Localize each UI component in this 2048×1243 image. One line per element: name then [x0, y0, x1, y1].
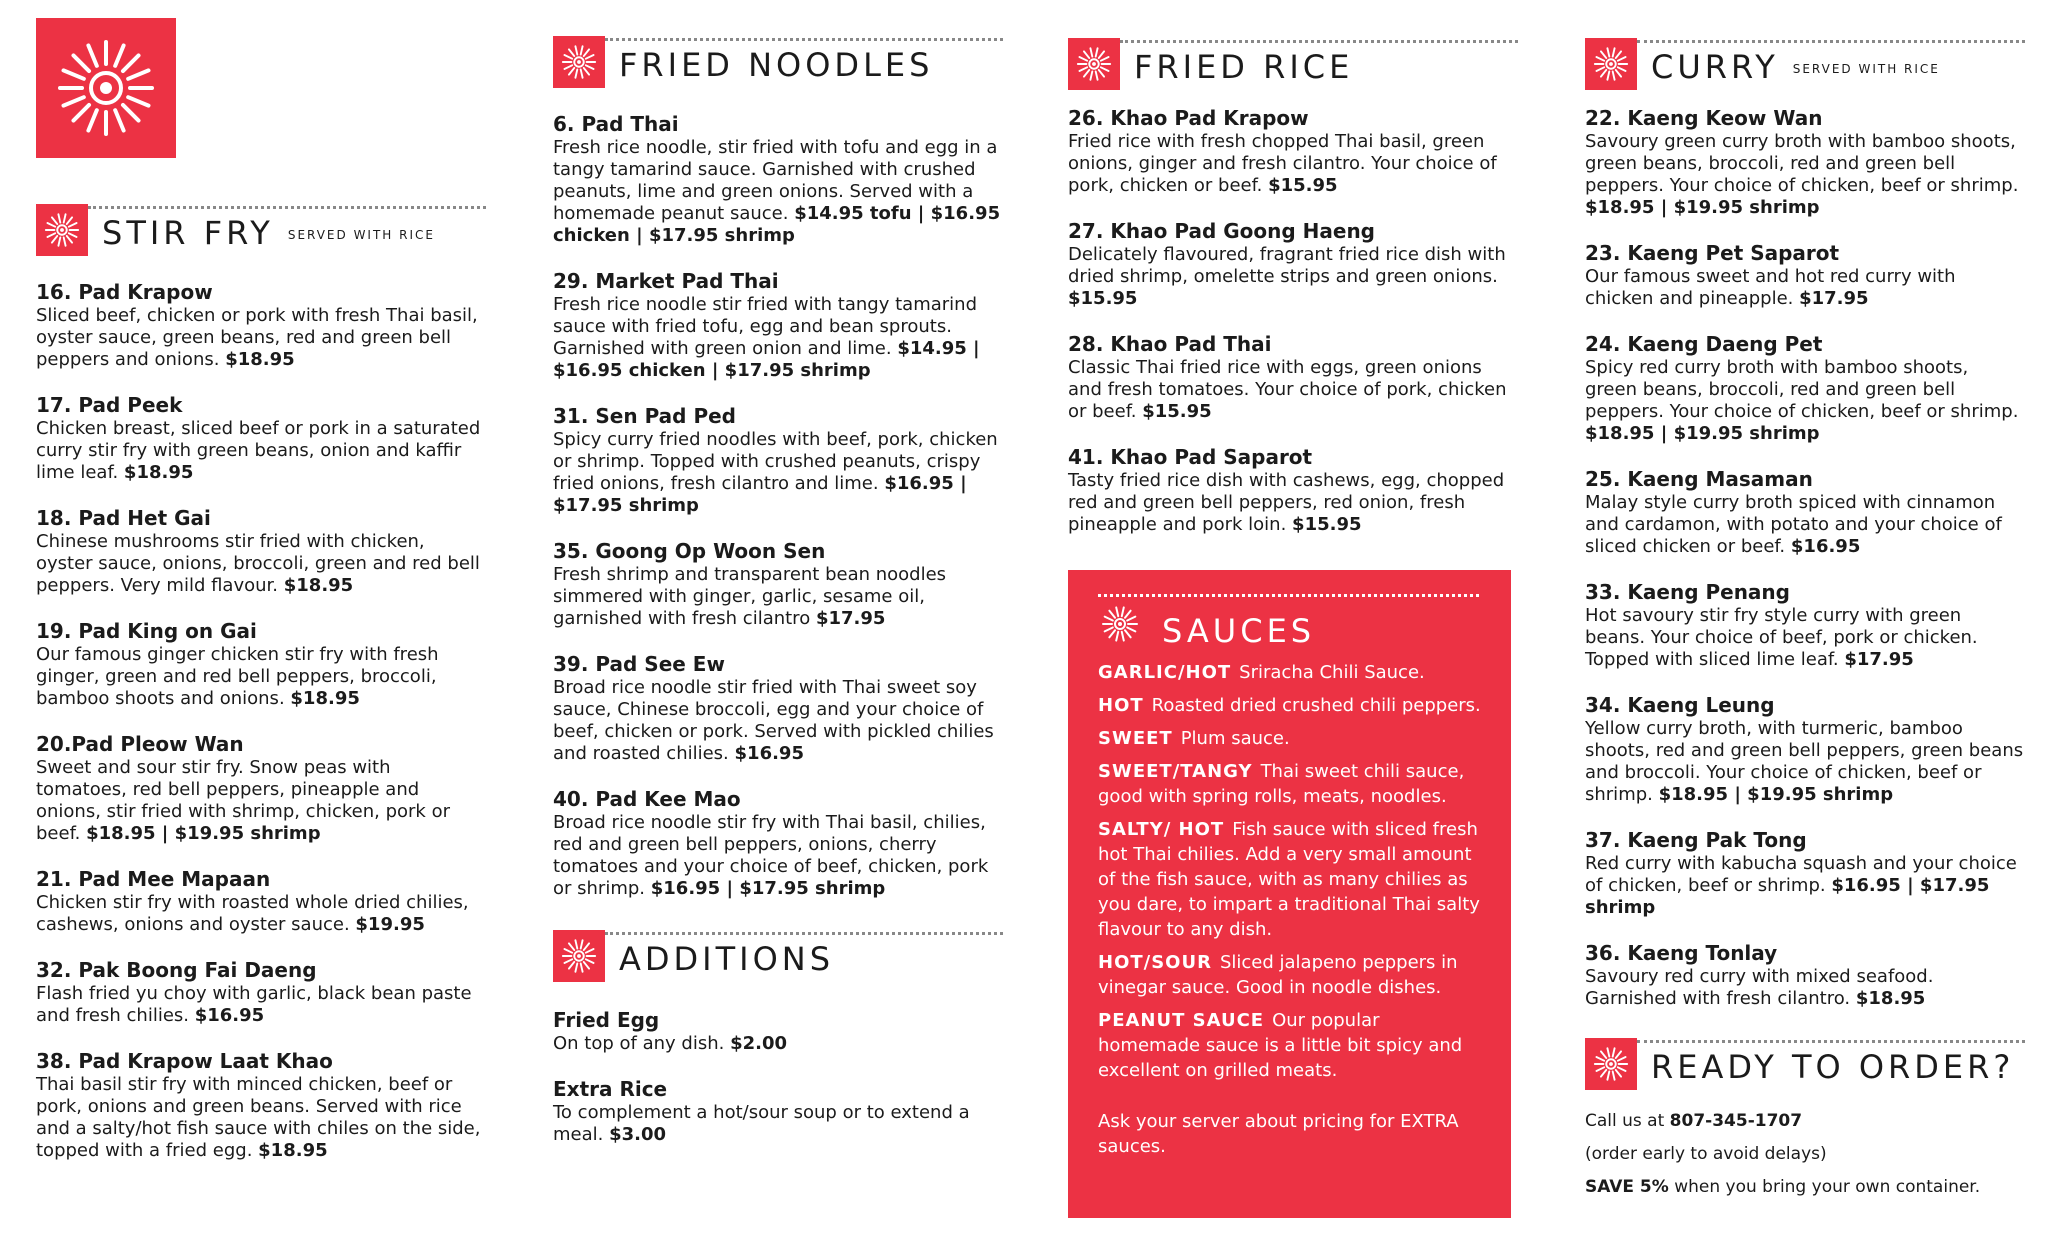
section-title: STIR FRY SERVED WITH RICE	[102, 214, 435, 252]
item-price: $18.95 | $19.95 shrimp	[1658, 784, 1894, 805]
fried-rice-header	[1068, 38, 1518, 92]
item-description: Chinese mushrooms stir fried with chicken, oyster sauce, onions, broccoli, green and red bell peppers. Very mild flavour. $18.95	[36, 531, 480, 596]
item-name: 37. Kaeng Pak Tong	[1585, 828, 1807, 852]
sauces-list	[1098, 660, 1481, 1083]
item-description: Fresh rice noodle stir fried with tangy tamarind sauce with fried tofu, egg and bean sprouts. Garnished with green onion and lime. $14.95 | $16.95 chicken | $17.95 shrimp	[553, 294, 980, 381]
menu-item	[36, 280, 486, 371]
divider	[1098, 594, 1479, 597]
sauce-label: GARLIC/HOT	[1098, 662, 1232, 683]
item-description: Broad rice noodle stir fry with Thai basil, chilies, red and green bell peppers, onions, cherry tomatoes and your choice of beef, chicken, pork or shrimp. $16.95 | $17.95 shrimp	[553, 812, 989, 899]
item-description: Spicy red curry broth with bamboo shoots, green beans, broccoli, red and green bell peppers. Your choice of chicken, beef or shrimp. $18.95 | $19.95 shrimp	[1585, 357, 2019, 444]
divider	[1120, 40, 1518, 43]
item-description: Broad rice noodle stir fried with Thai sweet soy sauce, Chinese broccoli, egg and your choice of beef, chicken or pork. Served with pickled chilies and roasted chilies. $16.95	[553, 677, 994, 764]
item-description: Fresh shrimp and transparent bean noodles simmered with ginger, garlic, sesame oil, garnished with fresh cilantro $17.95	[553, 564, 947, 629]
item-description: Thai basil stir fry with minced chicken, beef or pork, onions and green beans. Served with rice and a salty/hot fish sauce with chiles on the side, topped with a fried egg. $18.95	[36, 1074, 481, 1161]
item-description: Fried rice with fresh chopped Thai basil, green onions, ginger and fresh cilantro. Your choice of pork, chicken or beef. $15.95	[1068, 131, 1497, 196]
item-name: 39. Pad See Ew	[553, 652, 725, 676]
sauce-description: Fish sauce with sliced fresh hot Thai chilies. Add a very small amount of the fish sauce, with as many chilies as you dare, to impart a traditional Thai salty flavour to any dish.	[1098, 819, 1480, 940]
sun-burst-icon	[1068, 38, 1120, 90]
item-price: $18.95 | $19.95 shrimp	[86, 823, 321, 844]
item-price: $17.95	[815, 608, 886, 629]
item-name: 35. Goong Op Woon Sen	[553, 539, 826, 563]
item-name: 25. Kaeng Masaman	[1585, 467, 1813, 491]
section-subtitle: SERVED WITH RICE	[1792, 62, 1940, 76]
sauce-item	[1098, 1008, 1481, 1083]
item-name: 19. Pad King on Gai	[36, 619, 257, 643]
sauce-item	[1098, 759, 1481, 809]
menu-item	[553, 269, 1003, 382]
sauces-note: Ask your server about pricing for EXTRA sauces.	[1098, 1111, 1459, 1157]
item-price: $17.95	[1799, 288, 1869, 309]
menu-item	[553, 1008, 1003, 1055]
stir-fry-list	[36, 280, 486, 1162]
item-name: 16. Pad Krapow	[36, 280, 213, 304]
item-description: Tasty fried rice dish with cashews, egg, chopped red and green bell peppers, red onion, fresh pineapple and pork loin. $15.95	[1068, 470, 1505, 535]
item-price: $18.95	[258, 1140, 328, 1161]
item-description: Delicately flavoured, fragrant fried rice dish with dried shrimp, omelette strips and green onions. $15.95	[1068, 244, 1506, 309]
item-price: $19.95	[355, 914, 425, 935]
sun-burst-icon	[1585, 38, 1637, 90]
item-price: $16.95 | $17.95 shrimp	[1585, 875, 1990, 918]
item-name: 23. Kaeng Pet Saparot	[1585, 241, 1840, 265]
section-title: ADDITIONS	[619, 940, 835, 978]
sun-burst-icon	[1585, 1038, 1637, 1090]
item-description: Sweet and sour stir fry. Snow peas with tomatoes, red bell peppers, pineapple and onions, stir fried with shrimp, chicken, pork or beef. $18.95 | $19.95 shrimp	[36, 757, 450, 844]
item-description: Malay style curry broth spiced with cinnamon and cardamon, with potato and your choice of sliced chicken or beef. $16.95	[1585, 492, 2002, 557]
item-name: 28. Khao Pad Thai	[1068, 332, 1272, 356]
item-price: $15.95	[1068, 288, 1138, 309]
sun-burst-icon	[50, 32, 162, 144]
item-name: 27. Khao Pad Goong Haeng	[1068, 219, 1375, 243]
item-name: 41. Khao Pad Saparot	[1068, 445, 1313, 469]
item-name: 38. Pad Krapow Laat Khao	[36, 1049, 333, 1073]
item-description: Yellow curry broth, with turmeric, bamboo shoots, red and green bell peppers, green beans and broccoli. Your choice of chicken, beef or shrimp. $18.95 | $19.95 shrimp	[1585, 718, 2024, 805]
sauce-item	[1098, 660, 1481, 685]
menu-item	[36, 619, 486, 710]
item-price: $18.95 | $19.95 shrimp	[1585, 423, 1820, 444]
item-price: $16.95	[734, 743, 804, 764]
sauce-description: Sriracha Chili Sauce.	[1239, 662, 1425, 683]
section-title: CURRY SERVED WITH RICE	[1651, 48, 1940, 86]
item-price: $17.95	[1844, 649, 1914, 670]
item-price: $18.95	[1855, 988, 1926, 1009]
phone-number[interactable]: 807-345-1707	[1669, 1111, 1803, 1131]
item-price: $18.95	[123, 462, 194, 483]
divider	[605, 38, 1003, 41]
item-price: $15.95	[1142, 401, 1212, 422]
sauce-description: Our popular homemade sauce is a little bit spicy and excellent on grilled meats.	[1098, 1010, 1463, 1081]
item-description: To complement a hot/sour soup or to extend a meal. $3.00	[553, 1102, 970, 1145]
item-price: $16.95	[194, 1005, 265, 1026]
item-price: $16.95	[1790, 536, 1861, 557]
sauce-label: HOT/SOUR	[1098, 952, 1212, 973]
section-title: FRIED RICE	[1134, 48, 1354, 86]
item-description: Our famous sweet and hot red curry with chicken and pineapple. $17.95	[1585, 266, 1956, 309]
menu-item	[1068, 219, 1518, 310]
item-description: Chicken breast, sliced beef or pork in a saturated curry stir fry with green beans, onion and kaffir lime leaf. $18.95	[36, 418, 481, 483]
item-name: 20.Pad Pleow Wan	[36, 732, 244, 756]
item-price: $3.00	[609, 1124, 667, 1145]
item-description: Hot savoury stir fry style curry with green beans. Your choice of beef, pork or chicken. Topped with sliced lime leaf. $17.95	[1585, 605, 1978, 670]
section-subtitle: SERVED WITH RICE	[287, 228, 435, 242]
sauce-label: HOT	[1098, 695, 1144, 716]
sun-burst-icon	[553, 36, 605, 88]
stir-fry-header	[36, 204, 486, 258]
sun-burst-icon	[1098, 602, 1142, 646]
sauce-label: SALTY/ HOT	[1098, 819, 1225, 840]
item-price: $18.95	[290, 688, 360, 709]
item-name: 29. Market Pad Thai	[553, 269, 779, 293]
divider	[1637, 40, 2025, 43]
item-price: $14.95 tofu | $16.95 chicken | $17.95 shrimp	[553, 203, 1001, 246]
item-description: Sliced beef, chicken or pork with fresh Thai basil, oyster sauce, green beans, red and green bell peppers and onions. $18.95	[36, 305, 478, 370]
item-name: 17. Pad Peek	[36, 393, 183, 417]
sun-burst-icon	[36, 204, 88, 256]
item-name: 18. Pad Het Gai	[36, 506, 211, 530]
item-price: $18.95 | $19.95 shrimp	[1585, 197, 1820, 218]
menu-item	[36, 732, 486, 845]
container-discount: SAVE 5% when you bring your own container.	[1585, 1177, 1981, 1197]
sauces-panel	[1068, 570, 1511, 1218]
menu-item	[1068, 332, 1518, 423]
menu-item	[553, 112, 1003, 247]
item-price: $16.95 | $17.95 shrimp	[553, 473, 967, 516]
section-title: READY TO ORDER?	[1651, 1048, 2015, 1086]
item-price: $16.95 | $17.95 shrimp	[650, 878, 886, 899]
sauce-description: Plum sauce.	[1180, 728, 1290, 749]
additions-header	[553, 930, 1003, 984]
menu-item	[1585, 467, 2025, 558]
divider	[1637, 1040, 2025, 1043]
item-description: Red curry with kabucha squash and your choice of chicken, beef or shrimp. $16.95 | $17.95 shrimp	[1585, 853, 2017, 918]
phone-line: Call us at 807-345-1707	[1585, 1111, 1803, 1131]
fried-noodles-list	[553, 112, 1003, 900]
fried-noodles-header	[553, 36, 1003, 90]
item-price: $14.95 | $16.95 chicken | $17.95 shrimp	[553, 338, 980, 381]
item-name: 33. Kaeng Penang	[1585, 580, 1790, 604]
item-name: 21. Pad Mee Mapaan	[36, 867, 271, 891]
additions-list	[553, 1008, 1003, 1146]
divider	[88, 206, 486, 209]
divider	[605, 932, 1003, 935]
item-name: 26. Khao Pad Krapow	[1068, 106, 1309, 130]
sauce-description: Thai sweet chili sauce, good with spring rolls, meats, noodles.	[1098, 761, 1465, 807]
menu-item	[36, 867, 486, 936]
sun-burst-icon	[553, 930, 605, 982]
item-description: Savoury red curry with mixed seafood. Garnished with fresh cilantro. $18.95	[1585, 966, 1934, 1009]
section-title: FRIED NOODLES	[619, 46, 934, 84]
item-description: Fresh rice noodle, stir fried with tofu and egg in a tangy tamarind sauce. Garnished with crushed peanuts, lime and green onions. Served with a homemade peanut sauce. $14.95 tofu | $16.95 chicken | $17.95 shrimp	[553, 137, 1001, 246]
item-description: Savoury green curry broth with bamboo shoots, green beans, broccoli, red and green bell peppers. Your choice of chicken, beef or shrimp. $18.95 | $19.95 shrimp	[1585, 131, 2019, 218]
menu-item	[1585, 693, 2025, 806]
menu-item	[1068, 106, 1518, 197]
item-price: $18.95	[283, 575, 354, 596]
curry-header	[1585, 38, 2025, 92]
item-name: 36. Kaeng Tonlay	[1585, 941, 1778, 965]
item-description: Classic Thai fried rice with eggs, green onions and fresh tomatoes. Your choice of pork, chicken or beef. $15.95	[1068, 357, 1507, 422]
menu-item	[1585, 828, 2025, 919]
menu-item	[553, 539, 1003, 630]
item-price: $2.00	[730, 1033, 788, 1054]
order-early-note: (order early to avoid delays)	[1585, 1144, 1827, 1164]
item-name: Fried Egg	[553, 1008, 660, 1032]
menu-item	[36, 506, 486, 597]
menu-item	[1585, 106, 2025, 219]
menu-item	[36, 393, 486, 484]
restaurant-logo	[36, 18, 176, 158]
sauce-item	[1098, 726, 1481, 751]
item-description: Our famous ginger chicken stir fry with fresh ginger, green and red bell peppers, broccoli, bamboo shoots and onions. $18.95	[36, 644, 439, 709]
item-price: $15.95	[1292, 514, 1362, 535]
item-name: 40. Pad Kee Mao	[553, 787, 741, 811]
section-title: SAUCES	[1162, 612, 1316, 650]
menu-item	[1068, 445, 1518, 536]
item-price: $18.95	[225, 349, 295, 370]
item-description: Spicy curry fried noodles with beef, pork, chicken or shrimp. Topped with crushed peanuts, crispy fried onions, fresh cilantro and lime. $16.95 | $17.95 shrimp	[553, 429, 998, 516]
sauce-description: Sliced jalapeno peppers in vinegar sauce. Good in noodle dishes.	[1098, 952, 1458, 998]
ready-to-order-header	[1585, 1038, 2025, 1092]
menu-item	[553, 1077, 1003, 1146]
item-name: 32. Pak Boong Fai Daeng	[36, 958, 317, 982]
item-name: 22. Kaeng Keow Wan	[1585, 106, 1823, 130]
item-description: Chicken stir fry with roasted whole dried chilies, cashews, onions and oyster sauce. $19.95	[36, 892, 469, 935]
sauce-label: PEANUT SAUCE	[1098, 1010, 1265, 1031]
item-description: Flash fried yu choy with garlic, black bean paste and fresh chilies. $16.95	[36, 983, 472, 1026]
sauce-label: SWEET	[1098, 728, 1173, 749]
sauce-item	[1098, 693, 1481, 718]
menu-item	[36, 1049, 486, 1162]
menu-item	[1585, 332, 2025, 445]
item-name: 31. Sen Pad Ped	[553, 404, 736, 428]
fried-rice-list	[1068, 106, 1518, 536]
menu-item	[553, 652, 1003, 765]
item-name: 24. Kaeng Daeng Pet	[1585, 332, 1823, 356]
menu-item	[1585, 580, 2025, 671]
item-description: On top of any dish. $2.00	[553, 1033, 788, 1054]
sauce-description: Roasted dried crushed chili peppers.	[1151, 695, 1481, 716]
menu-item	[1585, 241, 2025, 310]
menu-item	[553, 787, 1003, 900]
item-name: 6. Pad Thai	[553, 112, 679, 136]
curry-list	[1585, 106, 2025, 1010]
sauce-item	[1098, 950, 1481, 1000]
menu-item	[1585, 941, 2025, 1010]
menu-item	[553, 404, 1003, 517]
item-name: 34. Kaeng Leung	[1585, 693, 1775, 717]
item-price: $15.95	[1268, 175, 1338, 196]
sauces-header	[1098, 592, 1479, 650]
item-name: Extra Rice	[553, 1077, 668, 1101]
sauce-item	[1098, 817, 1481, 942]
menu-item	[36, 958, 486, 1027]
sauce-label: SWEET/TANGY	[1098, 761, 1253, 782]
